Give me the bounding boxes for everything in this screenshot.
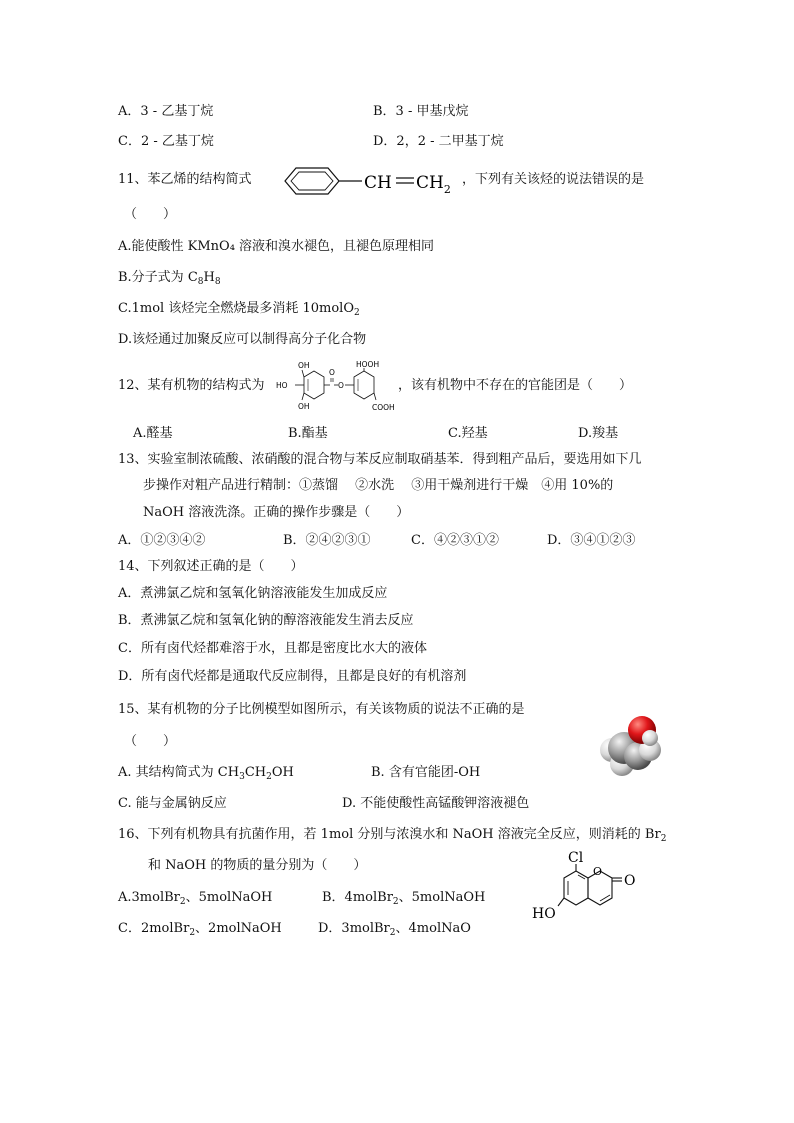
q11-stem-after: ，下列有关该烃的说法错误的是 [462,172,645,187]
q15-answer-paren: （ ） [124,734,177,749]
q13-line-3: NaOH 溶液洗涤。正确的操作步骤是（ ） [143,505,410,520]
styrene-structure [280,160,460,202]
q11-option-d: D.该烃通过加聚反应可以制得高分子化合物 [118,332,367,347]
q13-line-2: 步操作对粗产品进行精制：①蒸馏 ②水洗 ③用干燥剂进行干燥 ④用 10%的 [143,478,614,493]
q16-carbonyl-o-label: O [624,873,636,889]
chlorocoumarin-structure [528,848,646,930]
q11-option-b: B.分子式为 $C_8H_8$ [118,270,221,287]
q16-option-a: A.3molBr$_2$、5molNaOH [118,890,273,907]
q15-option-c: C. 能与金属钠反应 [118,796,227,811]
q16-line-1: 16、下列有机物具有抗菌作用，若 1mol 分别与浓溴水和 NaOH 溶液完全反应，则消耗的 $Br_2$ [118,827,667,844]
q11-answer-paren: （ ） [124,207,177,222]
q15-option-a: A. 其结构简式为 $CH_3CH_2OH$ [118,765,294,782]
q13-option-d: D．③④①②③ [547,533,636,548]
q14-option-b: B．煮沸氯乙烷和氢氧化钠的醇溶液能发生消去反应 [118,613,414,628]
q11-option-a: A.能使酸性 KMnO₄ 溶液和溴水褪色，且褪色原理相同 [118,239,435,254]
q12-option-b: B.酯基 [288,426,328,441]
q12-option-a: A.醛基 [133,426,173,441]
q14-stem: 14、下列叙述正确的是（ ） [118,559,304,574]
q11-stem-before: 11、苯乙烯的结构简式 [118,172,252,187]
q13-option-c: C．④②③①② [411,533,499,548]
q10-option-b: B．3 - 甲基戊烷 [373,104,469,119]
q12-stem-before: 12、某有机物的结构式为 [118,378,265,393]
q12-structure [272,360,404,416]
q10-option-d: D．2，2 - 二甲基丁烷 [373,134,504,149]
q12-carbonyl-o-label: O [329,368,335,377]
q14-option-a: A．煮沸氯乙烷和氢氧化钠溶液能发生加成反应 [118,586,388,601]
q16-cl-label: Cl [568,850,584,866]
q13-line-1: 13、实验室制浓硫酸、浓硝酸的混合物与苯反应制取硝基苯．得到粗产品后，要选用如下几 [118,452,642,467]
q11-option-c: C.1mol 该烃完全燃烧最多消耗 10molO$_2$ [118,301,360,318]
styrene-ch2-label: $CH_2$ [416,173,451,196]
q14-option-c: C．所有卤代烃都难溶于水，且都是密度比水大的液体 [118,641,427,656]
q12-ho-left-label: HO [276,381,288,390]
q16-option-c: C．2molBr$_2$、2molNaOH [118,921,282,938]
q12-oh-bottom-label: OH [298,402,310,411]
q16-option-b: B．4molBr$_2$、5molNaOH [322,890,486,907]
ethanol-space-filling-model [592,710,672,780]
q13-option-a: A．①②③④② [118,533,206,548]
q12-ester-o-label: O [338,381,344,390]
q16-ho-label: HO [532,906,556,922]
q16-option-d: D．3molBr$_2$、4molNaO [318,921,471,938]
q12-cooh-label: COOH [372,403,395,412]
q10-option-c: C．2 - 乙基丁烷 [118,134,214,149]
q10-option-a: A．3 - 乙基丁烷 [118,104,214,119]
q12-stem-after: ，该有机物中不存在的官能团是（ ） [398,378,633,393]
q15-option-b: B. 含有官能团-OH [371,765,481,780]
q12-option-c: C.羟基 [448,426,488,441]
q16-ring-o-label: O [593,865,603,878]
q16-line-2: 和 NaOH 的物质的量分别为（ ） [148,858,367,873]
q15-stem: 15、某有机物的分子比例模型如图所示，有关该物质的说法不正确的是 [118,702,525,717]
q13-option-b: B．②④②③① [283,533,371,548]
q15-option-d: D. 不能使酸性高锰酸钾溶液褪色 [342,796,530,811]
q12-oh-top-label: OH [298,361,310,370]
styrene-ch-label: CH [364,173,392,193]
q12-hooh-label: HOOH [356,360,380,369]
q14-option-d: D．所有卤代烃都是通取代反应制得，且都是良好的有机溶剂 [118,669,467,684]
q12-option-d: D.羧基 [578,426,619,441]
